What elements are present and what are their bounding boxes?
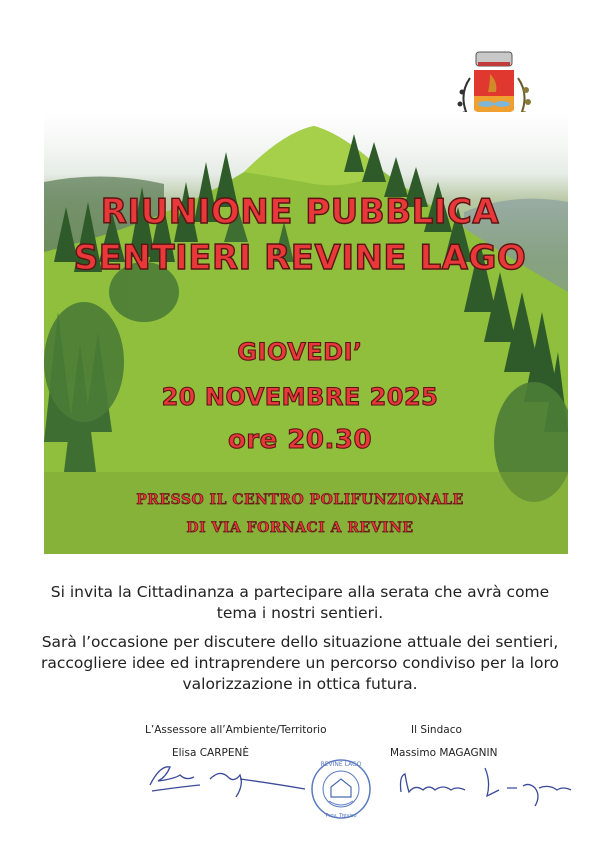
venue-line-1: PRESSO IL CENTRO POLIFUNZIONALE	[136, 492, 464, 508]
event-date: 20 NOVEMBRE 2025	[161, 383, 439, 411]
assessor-role: L’Assessore all’Ambiente/Territorio	[145, 724, 327, 736]
mayor-role: Il Sindaco	[411, 724, 462, 736]
event-time: ore 20.30	[227, 425, 373, 455]
event-day: GIOVEDI’	[237, 338, 363, 366]
purpose-paragraph: Sarà l’occasione per discutere dello situazione attuale dei sentieri, raccogliere idee ed intraprendere un percorso condiviso per la loro valorizzazione in ottica futura.	[40, 633, 559, 693]
assessor-signature-icon	[140, 755, 310, 805]
mountain-meadow-photo	[44, 112, 568, 554]
venue-line-2: DI VIA FORNACI A REVINE	[186, 520, 414, 536]
mayor-name: Massimo MAGAGNIN	[390, 747, 498, 759]
mayor-signature-icon	[395, 762, 575, 812]
svg-text:Prov. Treviso: Prov. Treviso	[325, 813, 357, 819]
svg-text:REVINE LAGO: REVINE LAGO	[320, 761, 362, 768]
municipal-stamp-icon	[309, 757, 373, 821]
title-line-2: SENTIERI REVINE LAGO	[73, 238, 527, 278]
title-line-1: RIUNIONE PUBBLICA	[100, 192, 500, 232]
assessor-name: Elisa CARPENÈ	[172, 747, 249, 759]
invitation-paragraph: Si invita la Cittadinanza a partecipare alla serata che avrà come tema i nostri sentieri.	[50, 583, 550, 622]
